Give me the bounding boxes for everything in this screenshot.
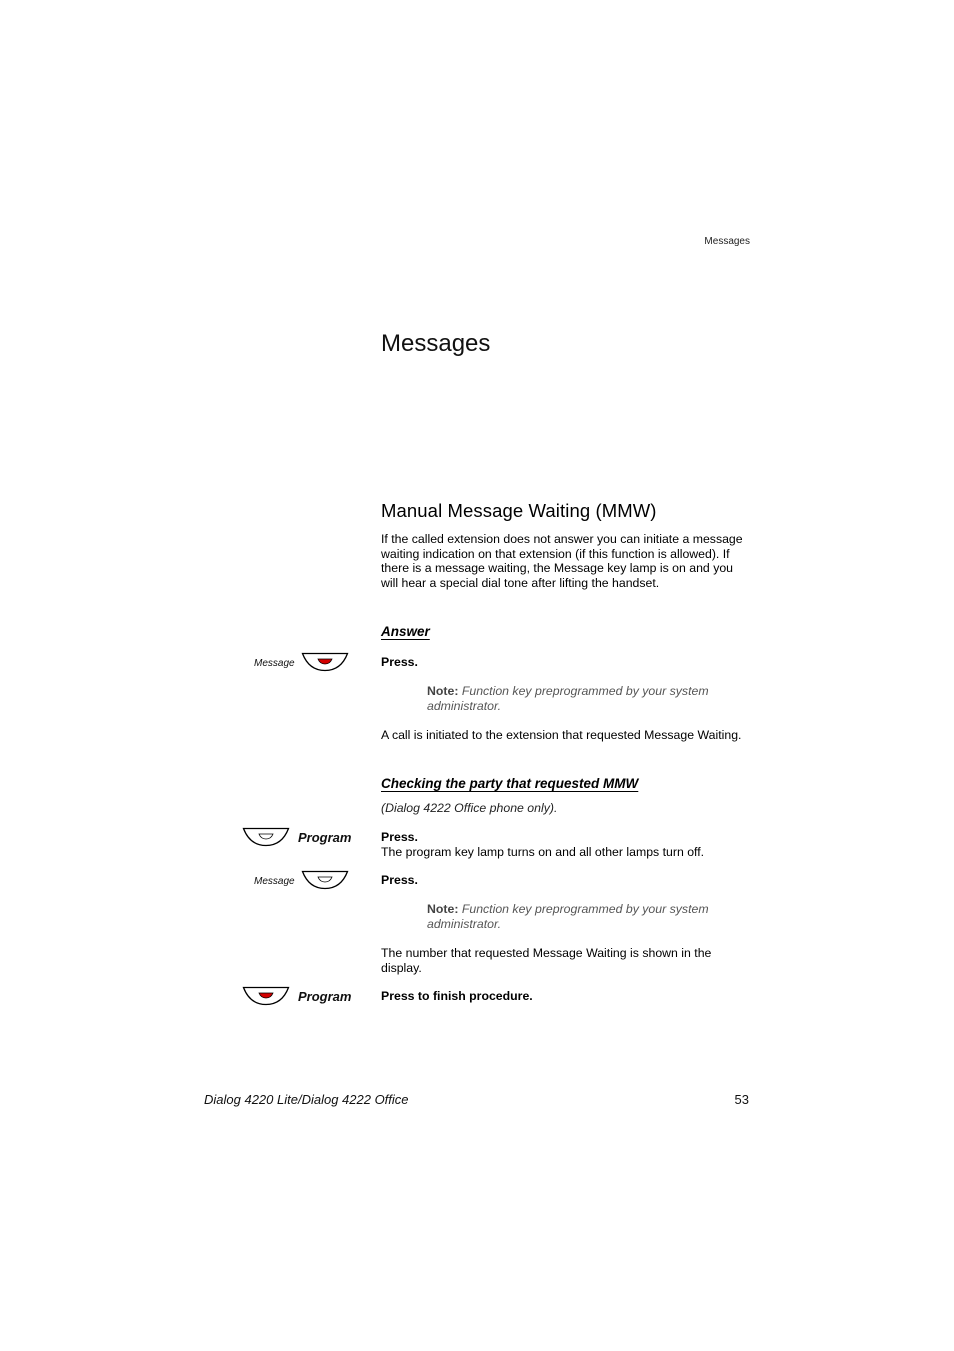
checking-result: The number that requested Message Waiting is shown in the display.: [381, 946, 712, 975]
key-lamp-off-icon: [242, 827, 290, 847]
note-text: Function key preprogrammed by your system administrator.: [427, 684, 709, 713]
checking-heading: Checking the party that requested MMW: [381, 776, 639, 791]
checking-step3: Press to finish procedure.: [381, 989, 533, 1003]
answer-heading: Answer: [381, 624, 430, 639]
running-header: Messages: [704, 236, 750, 247]
checking-scope: (Dialog 4222 Office phone only).: [381, 801, 558, 815]
checking-step1: [381, 830, 753, 859]
page-number: 53: [734, 1092, 749, 1107]
step1-detail: The program key lamp turns on and all other lamps turn off.: [381, 844, 705, 859]
answer-note: [427, 684, 747, 713]
section-title: Manual Message Waiting (MMW): [381, 500, 657, 521]
chapter-title: Messages: [381, 330, 491, 357]
message-key-label: Message: [254, 876, 295, 887]
message-key-unlit: [254, 870, 349, 890]
key-lamp-on-icon: [242, 986, 290, 1006]
program-key-label: Program: [298, 988, 352, 1004]
step1-action: Press.: [381, 830, 418, 844]
note-text: Function key preprogrammed by your system administrator.: [427, 902, 709, 931]
section-intro: If the called extension does not answer you can initiate a message waiting indication on that extension (if this function is allowed). If there is a message waiting, the Message key lamp is on and you will hear a special dial tone after lifting the handset.: [381, 532, 743, 590]
message-key-label: Message: [254, 658, 295, 669]
checking-step2: Press.: [381, 873, 418, 887]
answer-result: A call is initiated to the extension that requested Message Waiting.: [381, 728, 742, 742]
key-lamp-on-icon: [301, 652, 349, 672]
program-key-label: Program: [298, 829, 352, 845]
key-lamp-off-icon: [301, 870, 349, 890]
note-label: Note:: [427, 902, 459, 916]
message-key-lit: [254, 652, 349, 672]
program-key-unlit: [242, 827, 351, 847]
program-key-lit: [242, 986, 351, 1006]
footer-product: Dialog 4220 Lite/Dialog 4222 Office: [204, 1092, 409, 1107]
note-label: Note:: [427, 684, 459, 698]
answer-step: Press.: [381, 655, 418, 669]
checking-note: [427, 902, 747, 931]
